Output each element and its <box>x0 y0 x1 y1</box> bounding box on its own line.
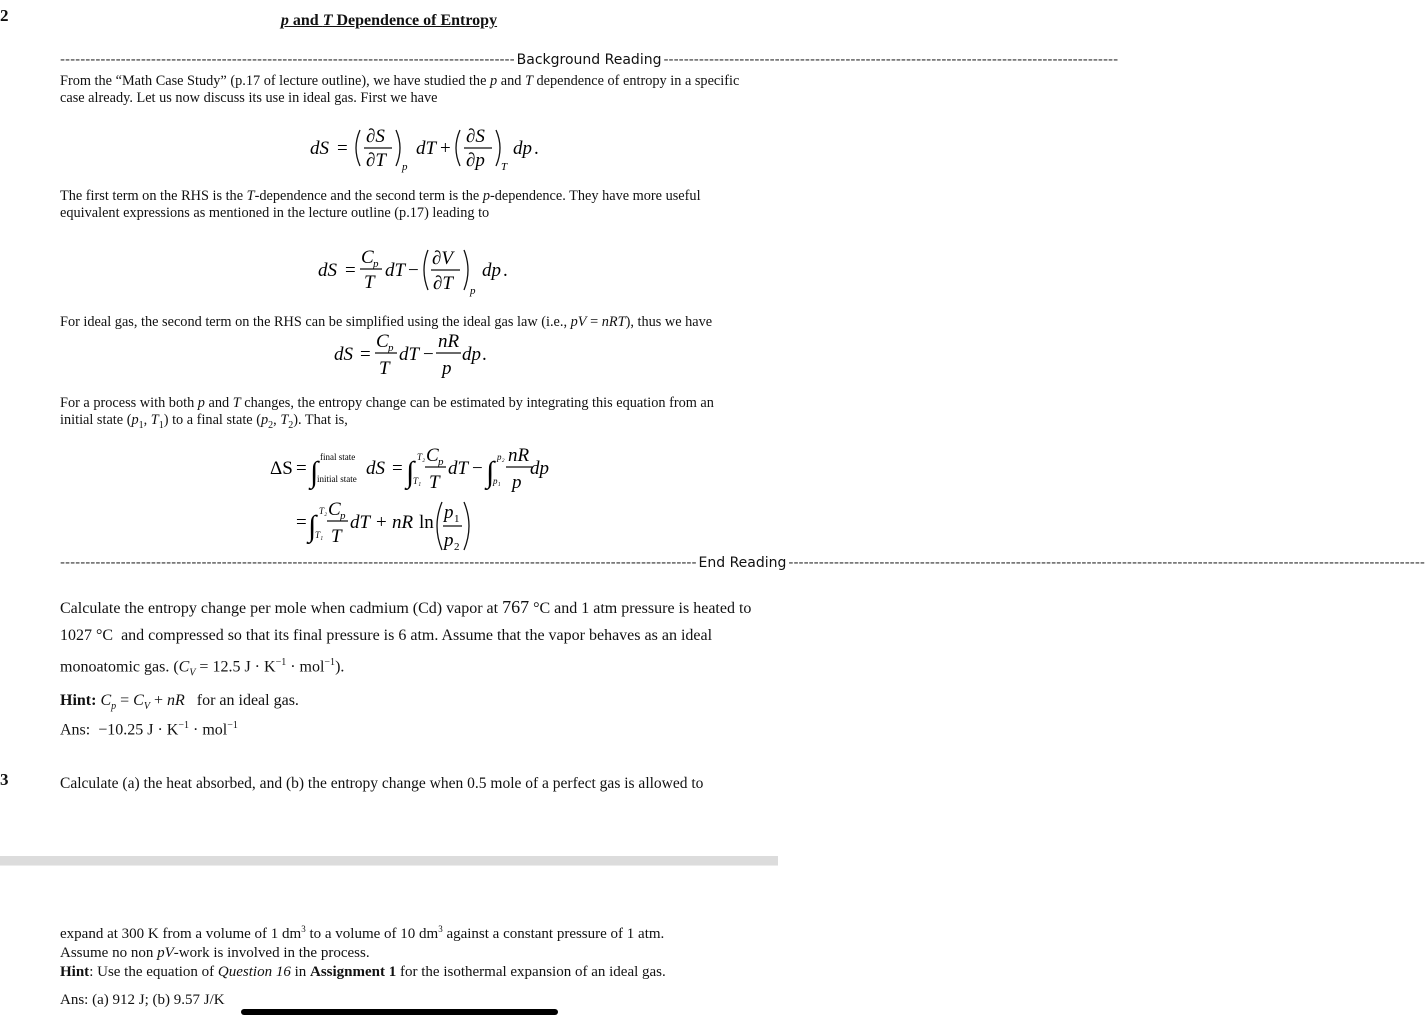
reading-paragraph-4 <box>60 395 760 434</box>
question-3-line-1: Calculate (a) the heat absorbed, and (b) the entropy change when 0.5 mole of a perfect gas is allowed to <box>60 775 704 792</box>
svg-text:ln: ln <box>419 512 434 533</box>
svg-text:p: p <box>442 358 452 379</box>
svg-text:T₂: T₂ <box>319 506 328 516</box>
reading-paragraph-1 <box>60 73 760 107</box>
svg-text:∫: ∫ <box>310 456 319 489</box>
svg-text:+: + <box>440 138 451 159</box>
equation-3 <box>326 330 506 384</box>
question-number-3: 3 <box>0 770 9 789</box>
svg-text:dS: dS <box>366 458 385 479</box>
svg-text:∂T: ∂T <box>433 273 453 294</box>
question-2-line-2: 1027 °C and compressed so that its final pressure is 6 atm. Assume that the vapor behaves as an ideal <box>60 627 713 644</box>
svg-text:C: C <box>376 331 389 352</box>
page-separator <box>0 856 778 865</box>
question-2-hint-label: Hint <box>60 691 92 709</box>
equation-2 <box>308 236 528 300</box>
question-3-hint-post: for the isothermal expansion of an ideal gas. <box>396 964 666 980</box>
svg-text:C: C <box>361 247 374 268</box>
svg-text:dp: dp <box>530 458 549 479</box>
svg-text:.: . <box>503 260 508 281</box>
svg-text:.: . <box>534 138 539 159</box>
question-3-hint-pre: : Use the equation of <box>89 964 218 980</box>
svg-text:T: T <box>429 472 440 493</box>
svg-text:.: . <box>482 344 487 365</box>
svg-text:=: = <box>296 512 307 533</box>
reading-paragraph-4-line-2: initial state ($p_1$, $T_1$) to a final state ($p_2$, $T_2$). That is, <box>60 412 348 431</box>
svg-text:2: 2 <box>454 541 460 553</box>
svg-text:dp: dp <box>482 260 501 281</box>
svg-text:−: − <box>423 344 434 365</box>
question-2-text <box>60 594 760 720</box>
question-2-answer: Ans: −10.25 $J \cdot K^{-1} \cdot mol^{-1}$ <box>60 720 238 739</box>
svg-text:=: = <box>392 458 403 479</box>
svg-text:∂S: ∂S <box>366 126 385 147</box>
svg-text:∂T: ∂T <box>366 150 386 171</box>
svg-text:T: T <box>379 358 390 379</box>
question-3-hint-label: Hint <box>60 964 90 980</box>
background-reading-label: Background Reading <box>516 52 662 68</box>
svg-text:=: = <box>360 344 371 365</box>
svg-text:p: p <box>470 285 476 297</box>
svg-text:p: p <box>444 530 454 551</box>
reading-paragraph-1-line-1: From the “Math Case Study” (p.17 of lecture outline), we have studied the p and T dependence of entropy in a specific <box>60 73 740 89</box>
reading-paragraph-1-line-2: case already. Let us now discuss its use in ideal gas. First we have <box>60 90 438 106</box>
background-reading-divider: ------------------------------------------------------------------------------------------ Background Reading ------------------------------------------------------------------------------------------ <box>60 52 1119 68</box>
svg-text:p: p <box>373 258 379 270</box>
svg-text:dT: dT <box>399 344 420 365</box>
svg-text:T: T <box>364 272 375 293</box>
svg-text:p: p <box>444 502 454 523</box>
end-reading-divider: ------------------------------------------------------------------------------------------------------------------------------ End Reading ------------------------------------------------------------------------------------------------------------------------------ <box>60 555 1425 571</box>
svg-text:dS: dS <box>334 344 353 365</box>
svg-text:ΔS: ΔS <box>270 458 293 479</box>
svg-text:=: = <box>337 138 348 159</box>
svg-text:∫: ∫ <box>308 510 317 543</box>
question-3-hint-ref: Question 16 <box>217 964 291 980</box>
svg-text:1: 1 <box>454 513 460 525</box>
svg-text:∂S: ∂S <box>466 126 485 147</box>
svg-text:dT: dT <box>416 138 437 159</box>
reading-paragraph-4-line-1: For a process with both p and T changes, the entropy change can be estimated by integrating this equation from an <box>60 395 714 411</box>
svg-text:dp: dp <box>462 344 481 365</box>
title-p: p <box>280 12 289 29</box>
question-3-answer: Ans: (a) 912 J; (b) 9.57 J/K <box>60 992 225 1008</box>
reading-paragraph-2-line-1: The first term on the RHS is the T-dependence and the second term is the p-dependence. They have more useful <box>60 188 701 204</box>
svg-text:T₁: T₁ <box>413 476 422 486</box>
svg-text:nR: nR <box>438 331 460 352</box>
question-3-line-2: expand at 300 K from a volume of 1 $dm^3$ to a volume of 10 $dm^3$ against a constant pressure of 1 atm. <box>60 924 665 942</box>
svg-text:T₁: T₁ <box>315 530 324 540</box>
svg-text:=: = <box>296 458 307 479</box>
svg-text:C: C <box>328 499 341 520</box>
svg-text:∂V: ∂V <box>432 248 453 269</box>
page-separator-edge <box>0 865 778 866</box>
question-3-hint-mid: in <box>290 964 310 980</box>
integral-lower-label: initial state <box>317 474 357 484</box>
svg-text:C: C <box>426 445 439 466</box>
question-3-line-3: Assume no non pV-work is involved in the process. <box>60 945 370 961</box>
svg-text:−: − <box>408 260 419 281</box>
page-title <box>0 12 778 30</box>
reading-paragraph-3: For ideal gas, the second term on the RHS can be simplified using the ideal gas law (i.e., pV = nRT), thus we have <box>60 314 713 330</box>
question-number-2: 2 <box>0 6 9 25</box>
svg-text:dS: dS <box>310 138 329 159</box>
svg-text:dT: dT <box>448 458 469 479</box>
svg-text:∫: ∫ <box>406 456 415 489</box>
svg-text:−: − <box>472 458 483 479</box>
svg-text:∫: ∫ <box>486 456 495 489</box>
svg-text:p: p <box>402 161 408 173</box>
question-2-hint: Hint: $C_p = C_V$ + nR for an ideal gas. <box>60 691 299 712</box>
svg-text:+: + <box>376 512 387 533</box>
svg-text:p: p <box>388 342 394 354</box>
svg-text:nR: nR <box>508 445 530 466</box>
svg-text:p: p <box>438 456 444 468</box>
svg-text:p₁: p₁ <box>493 476 501 486</box>
equation-4 <box>262 438 562 558</box>
reading-paragraph-2 <box>60 188 760 222</box>
question-2-line-1: Calculate the entropy change per mole when cadmium (Cd) vapor at 767 °C and 1 atm pressure is heated to <box>60 597 752 617</box>
svg-text:dp: dp <box>513 138 532 159</box>
question-2-line-3: monoatomic gas. ($C_V = 12.5$ $J \cdot K^{-1} \cdot mol^{-1}$). <box>60 657 345 679</box>
svg-text:T₂: T₂ <box>417 452 426 462</box>
svg-text:=: = <box>345 260 356 281</box>
reading-paragraph-2-line-2: equivalent expressions as mentioned in the lecture outline (p.17) leading to <box>60 205 490 221</box>
svg-text:∂p: ∂p <box>466 150 485 171</box>
question-3-hint-bold: Assignment 1 <box>310 964 397 980</box>
question-3-continued <box>60 920 760 982</box>
home-indicator[interactable] <box>241 1009 558 1015</box>
svg-text:T: T <box>331 526 342 547</box>
title-rest: Dependence of Entropy <box>332 12 498 29</box>
svg-text:nR: nR <box>392 512 414 533</box>
svg-text:dT: dT <box>385 260 406 281</box>
svg-text:p: p <box>512 472 522 493</box>
end-reading-label: End Reading <box>698 555 787 571</box>
title-and: and <box>288 12 323 29</box>
svg-text:p: p <box>340 510 346 522</box>
question-3-hint <box>60 963 760 982</box>
integral-upper-label: final state <box>320 452 356 462</box>
svg-text:dS: dS <box>318 260 337 281</box>
svg-text:T: T <box>501 161 508 173</box>
svg-text:p₂: p₂ <box>497 452 505 462</box>
title-t: T <box>322 12 333 29</box>
equation-1 <box>300 118 540 180</box>
svg-text:dT: dT <box>350 512 371 533</box>
